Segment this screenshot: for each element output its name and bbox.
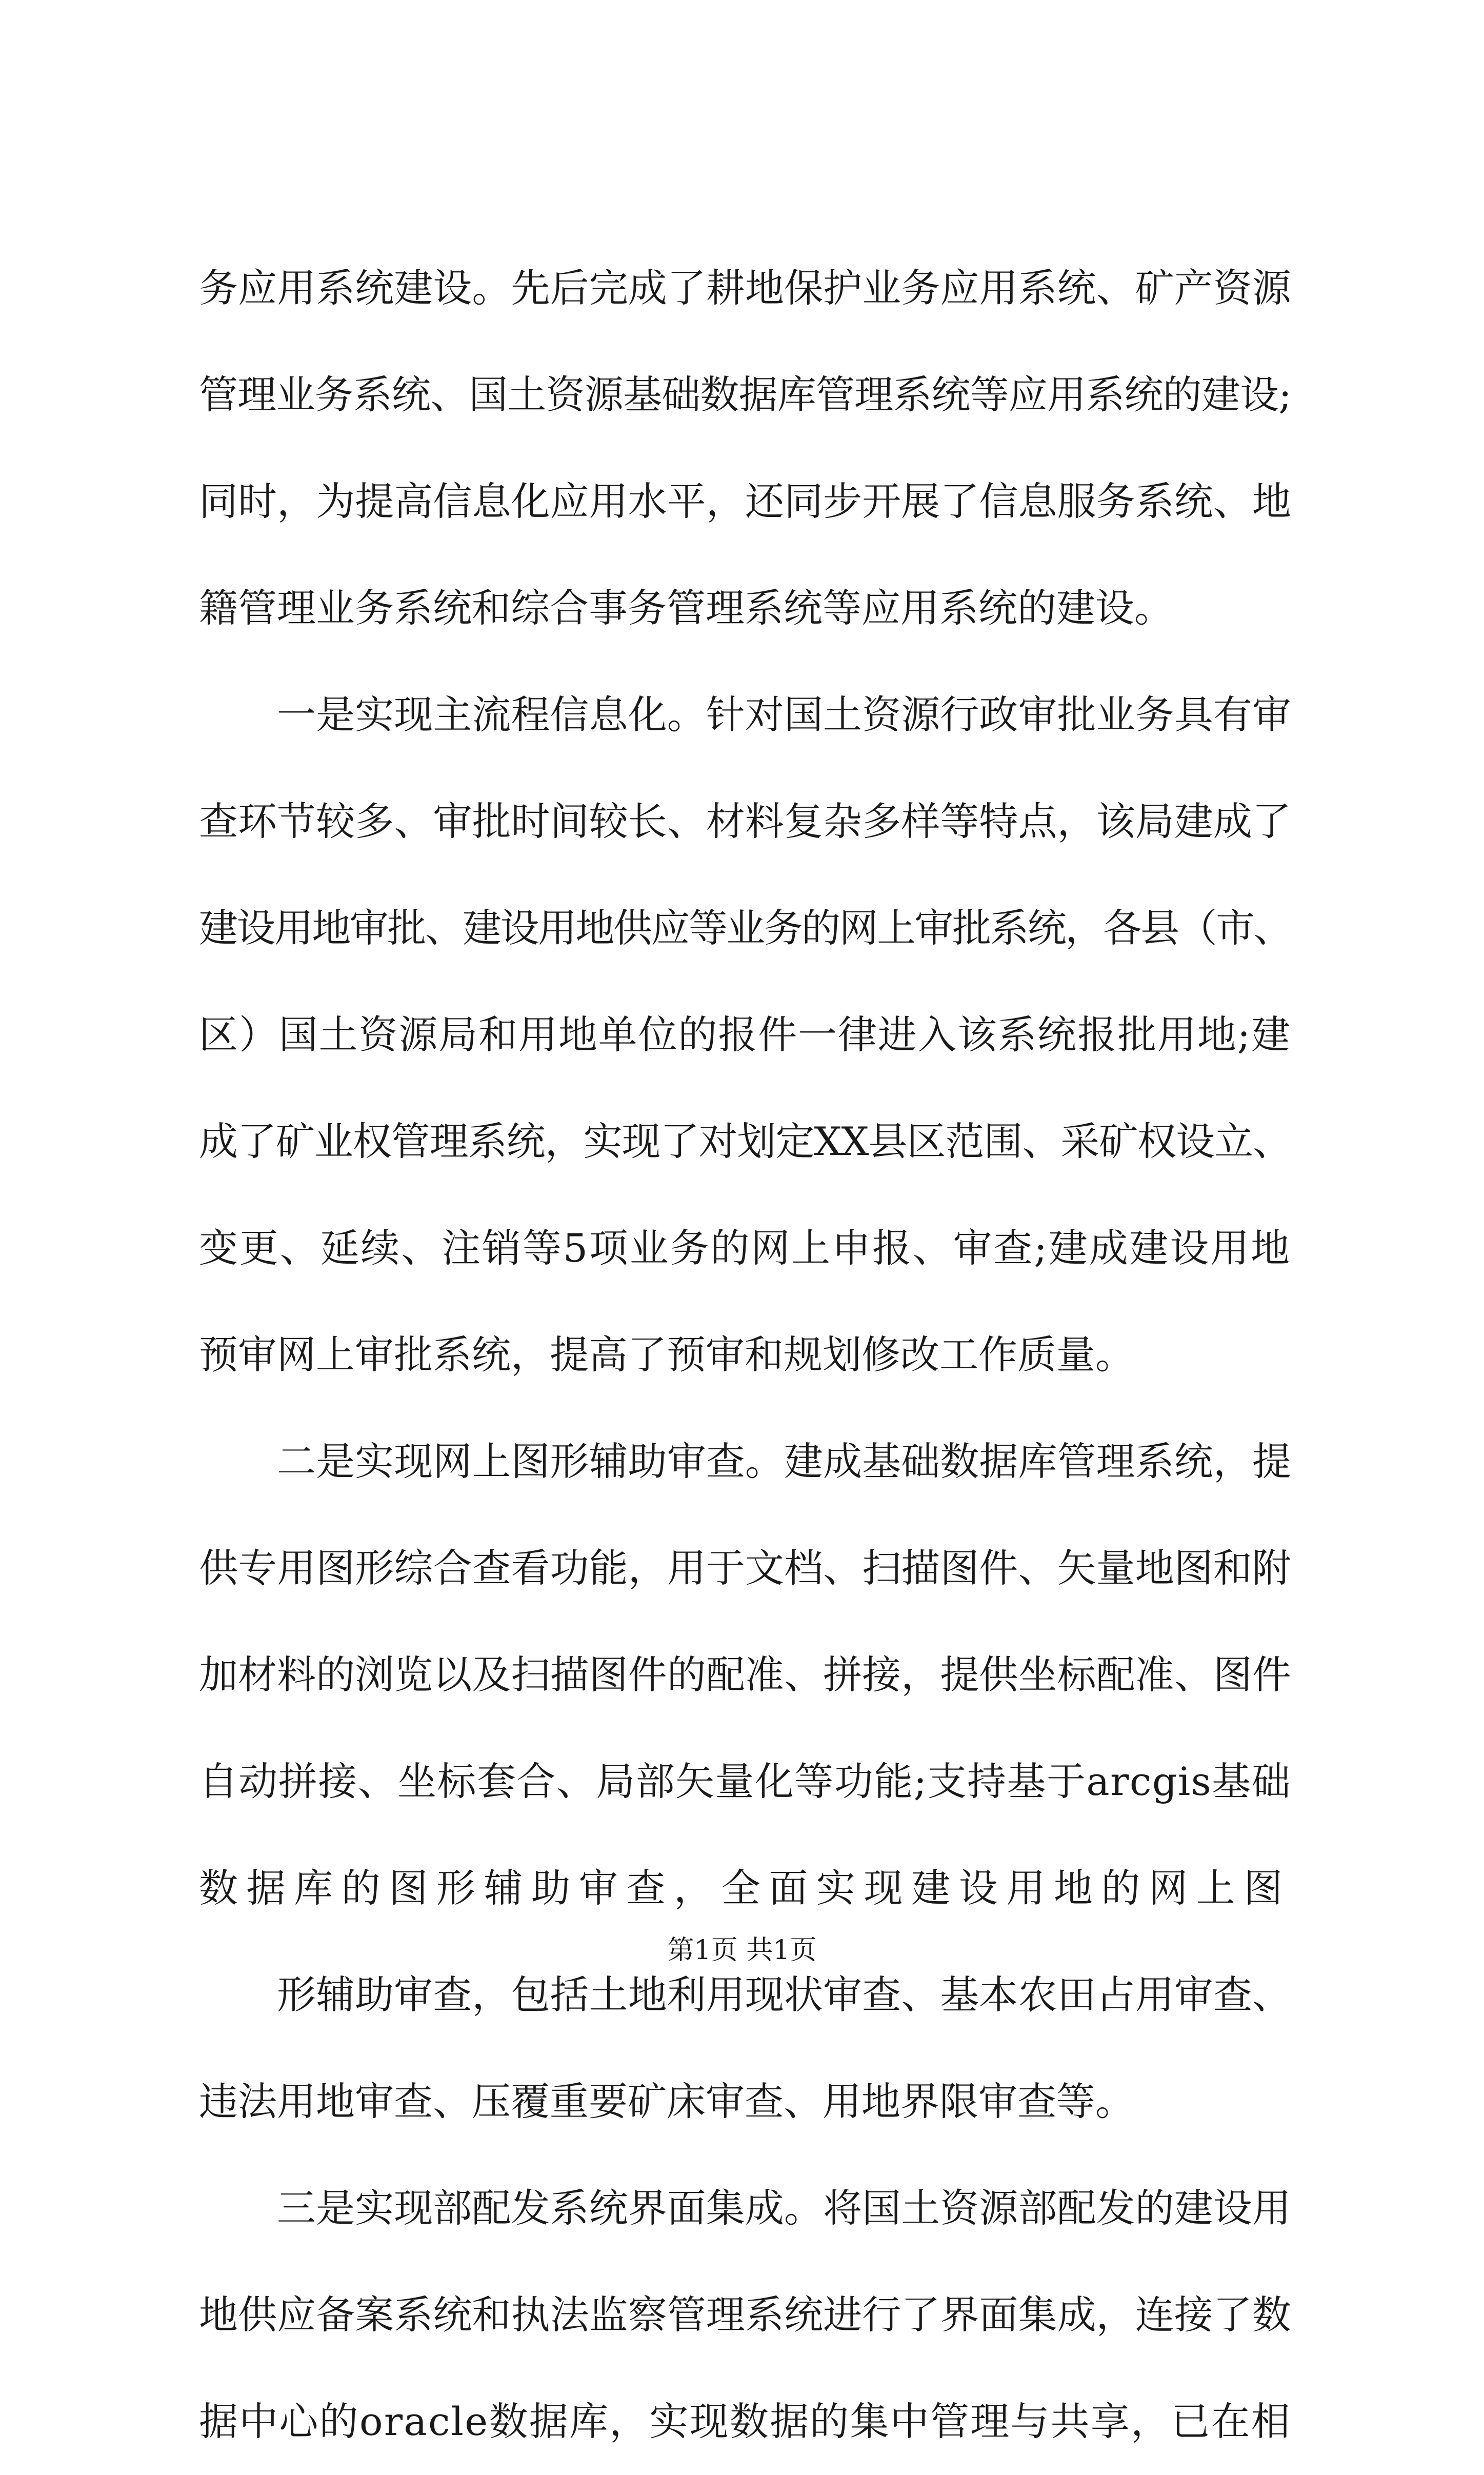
text-line: 成了矿业权管理系统，实现了对划定XX县区范围、采矿权设立、	[199, 1119, 1291, 1164]
text-line: 管理业务系统、国土资源基础数据库管理系统等应用系统的建设;	[199, 372, 1291, 417]
text-line: 预审网上审批系统，提高了预审和规划修改工作质量。	[199, 1332, 1134, 1378]
text-line: 同时，为提高信息化应用水平，还同步开展了信息服务系统、地	[199, 478, 1291, 524]
text-line: 三是实现部配发系统界面集成。将国土资源部配发的建设用	[277, 2185, 1291, 2231]
text-line: 建设用地审批、建设用地供应等业务的网上审批系统，各县（市、	[199, 905, 1291, 951]
text-line: 查环节较多、审批时间较长、材料复杂多样等特点，该局建成了	[199, 799, 1291, 844]
text-line: 加材料的浏览以及扫描图件的配准、拼接，提供坐标配准、图件	[199, 1652, 1291, 1698]
text-line: 数据库的图形辅助审查，全面实现建设用地的网上图	[199, 1865, 1291, 1911]
text-line: 二是实现网上图形辅助审查。建成基础数据库管理系统，提	[277, 1439, 1291, 1484]
text-line: 务应用系统建设。先后完成了耕地保护业务应用系统、矿产资源	[199, 265, 1291, 311]
document-body	[199, 235, 1291, 2475]
text-line: 变更、延续、注销等5项业务的网上申报、审查;建成建设用地	[199, 1225, 1291, 1271]
text-line: 供专用图形综合查看功能，用于文档、扫描图件、矢量地图和附	[199, 1545, 1291, 1591]
page-footer: 第1页 共1页	[667, 1935, 817, 1966]
text-line: 籍管理业务系统和综合事务管理系统等应用系统的建设。	[199, 585, 1173, 631]
text-line: 一是实现主流程信息化。针对国土资源行政审批业务具有审	[277, 692, 1291, 737]
text-line: 区）国土资源局和用地单位的报件一律进入该系统报批用地;建	[199, 1012, 1291, 1057]
text-line: 形辅助审查，包括土地利用现状审查、基本农田占用审查、	[277, 1972, 1291, 2018]
text-line: 据中心的oracle数据库，实现数据的集中管理与共享，已在相	[199, 2399, 1291, 2444]
text-line: 自动拼接、坐标套合、局部矢量化等功能;支持基于arcgis基础	[199, 1759, 1291, 1804]
text-line: 违法用地审查、压覆重要矿床审查、用地界限审查等。	[199, 2079, 1134, 2124]
text-line: 地供应备案系统和执法监察管理系统进行了界面集成，连接了数	[199, 2292, 1291, 2338]
